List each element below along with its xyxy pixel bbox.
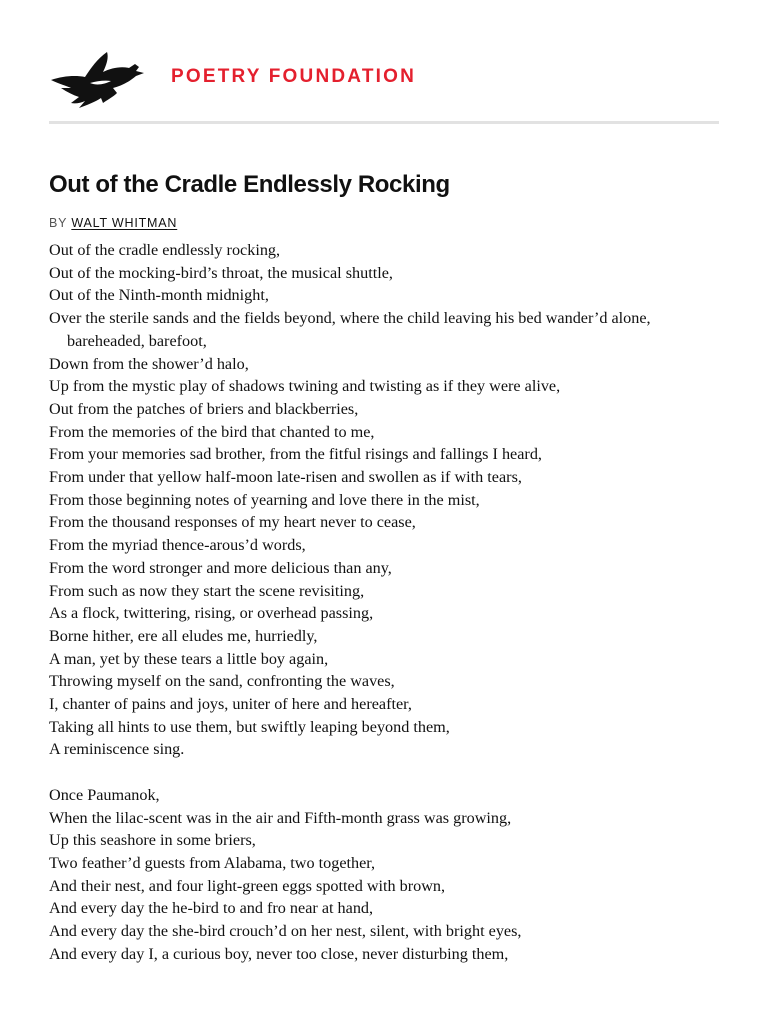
poem-line: And their nest, and four light-green eggs spotted with brown, [49, 876, 446, 895]
poem-line: Down from the shower’d halo, [49, 354, 249, 373]
site-header [49, 44, 719, 114]
poem-line: Taking all hints to use them, but swiftly leaping beyond them, [49, 717, 450, 736]
stanza-break [49, 761, 719, 784]
stanza [49, 784, 719, 966]
poem-line: From your memories sad brother, from the fitful risings and fallings I heard, [49, 445, 542, 464]
by-label: BY [49, 216, 68, 230]
poem-line: Out of the mocking-bird’s throat, the musical shuttle, [49, 263, 393, 282]
poem-title: Out of the Cradle Endlessly Rocking [49, 171, 450, 198]
poem-line: A man, yet by these tears a little boy again, [49, 649, 329, 668]
poem-line: Throwing myself on the sand, confronting the waves, [49, 672, 395, 691]
poem-line: From those beginning notes of yearning and love there in the mist, [49, 490, 480, 509]
poem-line: I, chanter of pains and joys, uniter of here and hereafter, [49, 695, 412, 714]
poem-line: Out from the patches of briers and blackberries, [49, 399, 359, 418]
poem-line: Two feather’d guests from Alabama, two together, [49, 853, 376, 872]
poem-line: When the lilac-scent was in the air and Fifth-month grass was growing, [49, 808, 512, 827]
poem-body [49, 239, 719, 965]
poem-line: Out of the Ninth-month midnight, [49, 286, 269, 305]
poem-line: And every day the he-bird to and fro near at hand, [49, 899, 374, 918]
poem-line: From the thousand responses of my heart never to cease, [49, 513, 416, 532]
author-link[interactable]: WALT WHITMAN [71, 216, 178, 230]
poem-line: Over the sterile sands and the fields beyond, where the child leaving his bed wander’d alone, [49, 309, 651, 328]
poem-line: From such as now they start the scene revisiting, [49, 581, 365, 600]
poem-line: Up this seashore in some briers, [49, 831, 256, 850]
poem-line: From the myriad thence-arous’d words, [49, 536, 306, 555]
poem-line-continuation: bareheaded, barefoot, [67, 331, 207, 350]
stanza [49, 239, 719, 761]
poem-line: A reminiscence sing. [49, 740, 185, 759]
poem-line: And every day the she-bird crouch’d on her nest, silent, with bright eyes, [49, 922, 522, 941]
pegasus-logo-icon[interactable] [49, 48, 145, 110]
byline [49, 216, 177, 230]
poem-line: Once Paumanok, [49, 785, 160, 804]
poem-line: From the memories of the bird that chanted to me, [49, 422, 375, 441]
poem-line: Out of the cradle endlessly rocking, [49, 241, 281, 259]
poem-line: From the word stronger and more delicious than any, [49, 558, 392, 577]
poem-line: Up from the mystic play of shadows twining and twisting as if they were alive, [49, 377, 561, 396]
poem-line: Borne hither, ere all eludes me, hurriedly, [49, 626, 318, 645]
poem-line: As a flock, twittering, rising, or overhead passing, [49, 604, 374, 623]
poem-line: From under that yellow half-moon late-risen and swollen as if with tears, [49, 468, 522, 487]
header-divider [49, 121, 719, 124]
brand-wordmark[interactable]: POETRY FOUNDATION [171, 66, 416, 87]
poem-line: And every day I, a curious boy, never too close, never disturbing them, [49, 944, 509, 963]
